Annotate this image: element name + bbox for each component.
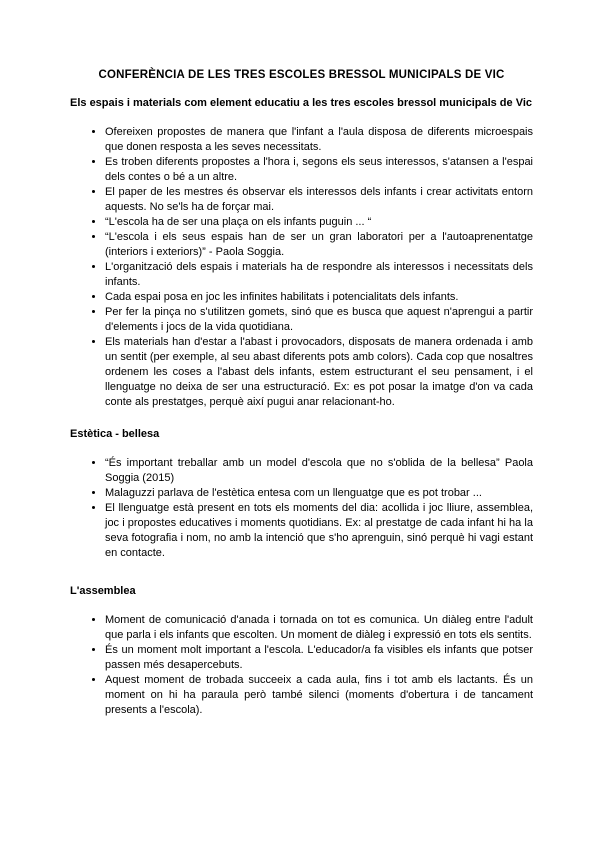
- bullet-item: • El paper de les mestres és observar els interessos dels infants i crear activitats entorn aquests. No se'ls ha de forçar mai.: [105, 185, 533, 215]
- bullet-list-estetica: [70, 456, 533, 561]
- section-espais-i-materials: [70, 96, 533, 410]
- bullet-list-espais: [70, 125, 533, 410]
- section-heading-espais-i-materials: Els espais i materials com element educatiu a les tres escoles bressol municipals de Vic: [70, 97, 533, 109]
- bullet-item: • L'organització dels espais i materials ha de respondre als interessos i necessitats dels infants.: [105, 260, 533, 290]
- section-estetica-bellesa: [70, 427, 533, 561]
- bullet-item: • Cada espai posa en joc les infinites habilitats i potencialitats dels infants.: [105, 290, 533, 305]
- bullet-item: • Aquest moment de trobada succeeix a cada aula, fins i tot amb els lactants. És un moment on hi ha paraula però també silenci (moments d'obertura i de tancament presents a l'escola).: [105, 673, 533, 718]
- bullet-item: • “L'escola ha de ser una plaça on els infants puguin ... “: [105, 215, 533, 230]
- document-title: CONFERÈNCIA DE LES TRES ESCOLES BRESSOL MUNICIPALS DE VIC: [98, 69, 505, 81]
- bullet-item: • “És important treballar amb un model d'escola que no s'oblida de la bellesa” Paola Soggia (2015): [105, 456, 533, 486]
- section-heading-assemblea: L'assemblea: [70, 585, 136, 597]
- bullet-list-assemblea: [70, 613, 533, 718]
- bullet-item: • És un moment molt important a l'escola. L'educador/a fa visibles els infants que potser passen més desapercebuts.: [105, 643, 533, 673]
- bullet-item: • Moment de comunicació d'anada i tornada on tot es comunica. Un diàleg entre l'adult que parla i els infants que escolten. Un moment de diàleg i expressió en tots els sentits.: [105, 613, 533, 643]
- section-assemblea: [70, 584, 533, 718]
- bullet-item: • El llenguatge està present en tots els moments del dia: acollida i joc lliure, assemblea, joc i propostes educatives i moments quotidians. Ex: al prestatge de cada infant hi ha la seva fotografia i nom, no amb la intenció que s'ho aprenguin, sinó perquè hi vagi estant en contacte.: [105, 501, 533, 561]
- bullet-item: • Els materials han d'estar a l'abast i provocadors, disposats de manera ordenada i amb un sentit (per exemple, al seu abast diferents pots amb colors). Cada cop que nosaltres ordenem les coses a l'abast dels infants, estem estructurant el seu pensament, i el llenguatge no deixa de ser una estructuració. Ex: es pot posar la imatge d'on va cada conte als prestatges, perquè així pugui anar relacionant-ho.: [105, 335, 533, 410]
- section-heading-estetica-bellesa: Estètica - bellesa: [70, 428, 160, 440]
- bullet-item: • “L'escola i els seus espais han de ser un gran laboratori per a l'autoaprenentatge (interiors i exteriors)” - Paola Soggia.: [105, 230, 533, 260]
- bullet-item: • Malaguzzi parlava de l'estètica entesa com un llenguatge que es pot trobar ...: [105, 486, 533, 501]
- bullet-item: • Ofereixen propostes de manera que l'infant a l'aula disposa de diferents microespais que donen resposta a les seves necessitats.: [105, 125, 533, 155]
- bullet-item: • Per fer la pinça no s'utilitzen gomets, sinó que es busca que aquest n'aprengui a partir d'elements i jocs de la vida quotidiana.: [105, 305, 533, 335]
- bullet-item: • Es troben diferents propostes a l'hora i, segons els seus interessos, s'atansen a l'espai dels contes o bé a un altre.: [105, 155, 533, 185]
